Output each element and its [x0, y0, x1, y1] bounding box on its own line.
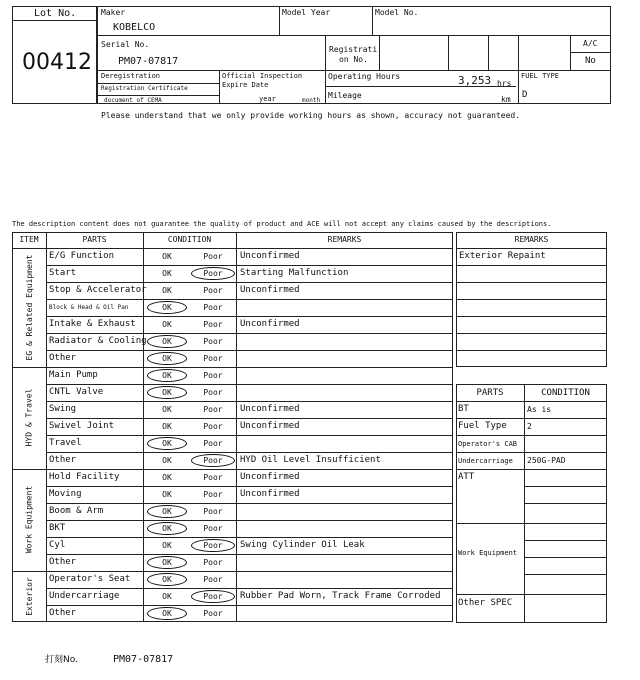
- part-name: E/G Function: [49, 251, 115, 261]
- ok-selected-mark: [147, 573, 187, 586]
- spec-part: Operator's CAB: [458, 440, 518, 448]
- poor-option: Poor: [203, 541, 223, 550]
- part-name: Start: [49, 268, 77, 278]
- spec-condition: 2: [527, 422, 532, 431]
- part-name: Travel: [49, 438, 82, 448]
- poor-option: Poor: [203, 558, 223, 567]
- poor-option: Poor: [203, 320, 223, 329]
- part-name: Undercarriage: [49, 591, 120, 601]
- inspection-label-2: Expire Date: [222, 81, 269, 89]
- maker-label: Maker: [101, 8, 126, 17]
- maker-value: KOBELCO: [113, 22, 156, 33]
- remark-text: Rubber Pad Worn, Track Frame Corroded: [240, 591, 441, 601]
- ok-selected-mark: [147, 607, 187, 620]
- ok-option: OK: [162, 524, 172, 533]
- part-name: Radiator & Cooling: [49, 336, 147, 346]
- remark-text: Unconfirmed: [240, 421, 300, 431]
- group-label: Exterior: [24, 576, 34, 616]
- ok-option: OK: [162, 422, 172, 431]
- part-name: CNTL Valve: [49, 387, 104, 397]
- side-remark-row: Exterior Repaint: [459, 251, 546, 261]
- ok-option: OK: [162, 439, 172, 448]
- ac-label: A/C: [583, 39, 598, 48]
- ok-option: OK: [162, 388, 172, 397]
- remark-text: Unconfirmed: [240, 251, 300, 261]
- part-name: Moving: [49, 489, 82, 499]
- att-label: ATT: [458, 472, 475, 482]
- part-name: Other: [49, 557, 77, 567]
- poor-option: Poor: [203, 507, 223, 516]
- lot-label: Lot No.: [34, 8, 77, 19]
- remark-text: Unconfirmed: [240, 472, 300, 482]
- ok-option: OK: [162, 252, 172, 261]
- group-label: Work Equipment: [24, 485, 34, 554]
- part-name: BKT: [49, 523, 66, 533]
- remark-text: Swing Cylinder Oil Leak: [240, 540, 365, 550]
- remark-text: Unconfirmed: [240, 319, 300, 329]
- ok-option: OK: [162, 320, 172, 329]
- part-name: Intake & Exhaust: [49, 319, 136, 329]
- ok-option: OK: [162, 473, 172, 482]
- spec-condition: 250G-PAD: [527, 456, 566, 465]
- side-remarks-header: REMARKS: [514, 235, 549, 244]
- year-label: year: [259, 95, 276, 103]
- part-name: Boom & Arm: [49, 506, 104, 516]
- ok-selected-mark: [147, 369, 187, 382]
- operating-hours-label: Operating Hours: [328, 72, 401, 81]
- footer-label: 打刻No.: [45, 655, 78, 665]
- poor-selected-mark: [191, 267, 235, 280]
- remark-text: Unconfirmed: [240, 285, 300, 295]
- ok-selected-mark: [147, 386, 187, 399]
- poor-option: Poor: [203, 422, 223, 431]
- part-name: Other: [49, 455, 77, 465]
- ok-selected-mark: [147, 335, 187, 348]
- ok-option: OK: [162, 303, 172, 312]
- poor-option: Poor: [203, 490, 223, 499]
- col-parts-header: PARTS: [82, 235, 107, 244]
- ok-option: OK: [162, 269, 172, 278]
- poor-option: Poor: [203, 609, 223, 618]
- poor-option: Poor: [203, 456, 223, 465]
- poor-option: Poor: [203, 303, 223, 312]
- ok-option: OK: [162, 592, 172, 601]
- col-condition-header: CONDITION: [167, 235, 212, 244]
- remark-text: Unconfirmed: [240, 404, 300, 414]
- model-no-label: Model No.: [375, 8, 419, 17]
- ac-value: No: [585, 56, 596, 66]
- fuel-type-value: D: [522, 90, 528, 100]
- ok-selected-mark: [147, 352, 187, 365]
- ok-option: OK: [162, 371, 172, 380]
- ok-option: OK: [162, 354, 172, 363]
- remark-text: Starting Malfunction: [240, 268, 349, 278]
- ok-option: OK: [162, 507, 172, 516]
- part-name: Other: [49, 353, 77, 363]
- group-label: EG & Related Equipment: [24, 254, 34, 360]
- operating-hours-value: 3,253: [458, 74, 492, 87]
- col-remarks-header: REMARKS: [327, 235, 362, 244]
- serial-value: PM07-07817: [118, 56, 179, 67]
- poor-option: Poor: [203, 524, 223, 533]
- hours-unit: hrs: [497, 79, 512, 88]
- poor-selected-mark: [191, 590, 235, 603]
- cema-label: document of CEMA: [104, 97, 162, 104]
- month-label: month: [302, 97, 321, 104]
- model-year-label: Model Year: [282, 8, 331, 17]
- poor-option: Poor: [203, 252, 223, 261]
- part-name: Cyl: [49, 540, 66, 550]
- poor-option: Poor: [203, 592, 223, 601]
- poor-option: Poor: [203, 269, 223, 278]
- poor-selected-mark: [191, 454, 235, 467]
- part-name: Swing: [49, 404, 77, 414]
- remark-text: Unconfirmed: [240, 489, 300, 499]
- ok-selected-mark: [147, 301, 187, 314]
- ok-option: OK: [162, 337, 172, 346]
- ok-option: OK: [162, 286, 172, 295]
- spec-condition: As is: [527, 405, 552, 414]
- lot-number: 00412: [22, 50, 92, 75]
- side-condition-header: CONDITION: [541, 388, 590, 398]
- part-name: Stop & Accelerator: [49, 285, 147, 295]
- mileage-unit: km: [501, 95, 511, 104]
- poor-option: Poor: [203, 286, 223, 295]
- poor-option: Poor: [203, 354, 223, 363]
- registration-certificate-label: Registration Certificate: [101, 85, 188, 92]
- col-item-header: ITEM: [19, 235, 39, 244]
- poor-option: Poor: [203, 388, 223, 397]
- ok-selected-mark: [147, 522, 187, 535]
- ok-option: OK: [162, 558, 172, 567]
- fuel-type-label: FUEL TYPE: [521, 72, 559, 80]
- spec-part: Undercarriage: [458, 457, 513, 465]
- other-spec-label: Other SPEC: [458, 598, 513, 608]
- group-label: HYD & Travel: [24, 388, 34, 447]
- ok-selected-mark: [147, 505, 187, 518]
- mileage-label: Mileage: [328, 91, 362, 100]
- registration-label-2: on No.: [339, 55, 368, 64]
- part-name: Hold Facility: [49, 472, 120, 482]
- poor-option: Poor: [203, 575, 223, 584]
- side-parts-header: PARTS: [476, 388, 504, 398]
- ok-selected-mark: [147, 437, 187, 450]
- ok-option: OK: [162, 575, 172, 584]
- serial-label: Serial No.: [101, 40, 150, 49]
- work-equipment-label: Work Equipment: [458, 549, 518, 557]
- spec-part: Fuel Type: [458, 421, 507, 431]
- ok-selected-mark: [147, 556, 187, 569]
- deregistration-label: Deregistration: [101, 72, 161, 80]
- ok-option: OK: [162, 541, 172, 550]
- ok-option: OK: [162, 405, 172, 414]
- part-name: Other: [49, 608, 77, 618]
- poor-option: Poor: [203, 371, 223, 380]
- part-name: Swivel Joint: [49, 421, 115, 431]
- poor-option: Poor: [203, 439, 223, 448]
- part-name: Main Pump: [49, 370, 98, 380]
- spec-part: BT: [458, 404, 469, 414]
- registration-label-1: Registrati: [329, 45, 378, 54]
- footer-value: PM07-07817: [113, 654, 174, 665]
- poor-option: Poor: [203, 405, 223, 414]
- ok-option: OK: [162, 609, 172, 618]
- remark-text: HYD Oil Level Insufficient: [240, 455, 381, 465]
- poor-selected-mark: [191, 539, 235, 552]
- poor-option: Poor: [203, 337, 223, 346]
- poor-option: Poor: [203, 473, 223, 482]
- inspection-label-1: Official Inspection: [222, 72, 303, 80]
- ok-option: OK: [162, 490, 172, 499]
- ok-option: OK: [162, 456, 172, 465]
- disclaimer: The description content does not guarantee the quality of product and ACE will not accept any claims caused by the descriptions.: [12, 220, 552, 228]
- hours-note: Please understand that we only provide working hours as shown, accuracy not guaranteed.: [101, 111, 521, 120]
- part-name: Operator's Seat: [49, 574, 131, 584]
- part-name: Block & Head & Oil Pan: [49, 304, 129, 311]
